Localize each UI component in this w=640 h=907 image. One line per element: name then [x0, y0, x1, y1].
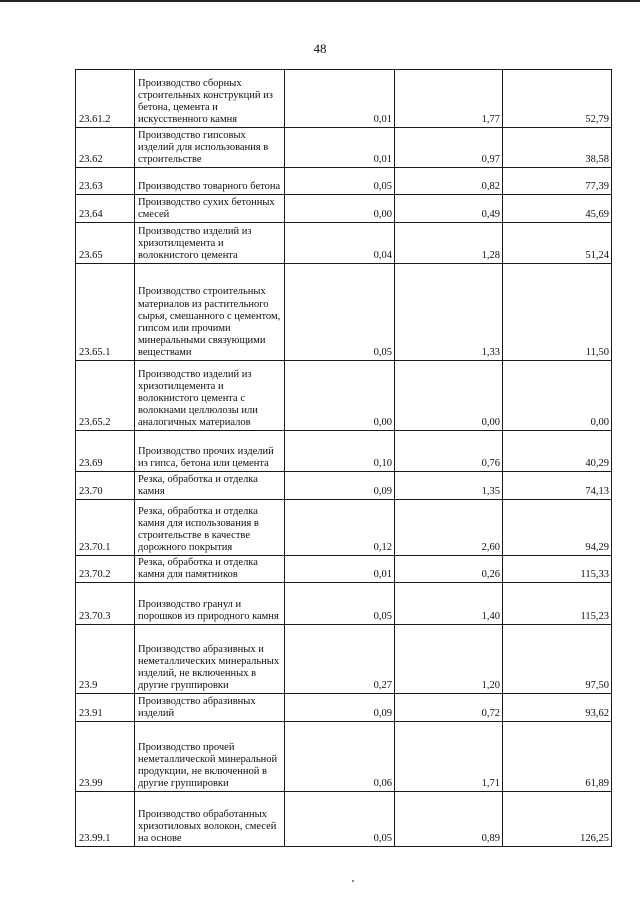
row-code: 23.99.1 [76, 792, 135, 847]
row-value-3: 77,39 [503, 168, 612, 195]
row-value-1: 0,05 [285, 264, 395, 361]
row-value-2: 1,20 [395, 625, 503, 694]
table-row [76, 625, 612, 694]
row-value-2: 1,77 [395, 70, 503, 128]
top-border-line [0, 0, 640, 2]
row-value-2: 0,89 [395, 792, 503, 847]
row-value-2: 0,76 [395, 431, 503, 472]
row-code: 23.99 [76, 722, 135, 792]
scan-speck [352, 880, 354, 882]
table-row [76, 500, 612, 556]
row-code: 23.62 [76, 128, 135, 168]
table-body [76, 70, 612, 847]
row-value-1: 0,09 [285, 472, 395, 500]
row-value-3: 115,33 [503, 556, 612, 583]
row-code: 23.65.2 [76, 361, 135, 431]
row-value-2: 0,00 [395, 361, 503, 431]
row-value-2: 1,35 [395, 472, 503, 500]
table-row [76, 168, 612, 195]
page-number: 48 [313, 41, 327, 56]
row-value-1: 0,01 [285, 556, 395, 583]
row-name: Производство гранул и порошков из природного камня [135, 583, 285, 625]
row-value-2: 1,40 [395, 583, 503, 625]
row-code: 23.69 [76, 431, 135, 472]
row-name: Резка, обработка и отделка камня [135, 472, 285, 500]
row-value-3: 126,25 [503, 792, 612, 847]
row-value-3: 52,79 [503, 70, 612, 128]
table-row [76, 128, 612, 168]
table-row [76, 694, 612, 722]
row-value-3: 0,00 [503, 361, 612, 431]
row-code: 23.9 [76, 625, 135, 694]
table-row [76, 792, 612, 847]
row-name: Производство изделий из хризотилцемента и волокнистого цемента с волокнами целлюлозы или аналогичных материалов [135, 361, 285, 431]
table-row [76, 431, 612, 472]
table-row [76, 264, 612, 361]
row-value-1: 0,01 [285, 70, 395, 128]
row-value-1: 0,05 [285, 792, 395, 847]
table-row [76, 583, 612, 625]
row-value-1: 0,12 [285, 500, 395, 556]
table-row [76, 361, 612, 431]
row-value-2: 2,60 [395, 500, 503, 556]
row-name: Резка, обработка и отделка камня для использования в строительстве в качестве дорожного покрытия [135, 500, 285, 556]
row-name: Производство прочих изделий из гипса, бетона или цемента [135, 431, 285, 472]
table-row [76, 556, 612, 583]
row-value-1: 0,09 [285, 694, 395, 722]
row-value-1: 0,05 [285, 583, 395, 625]
row-value-3: 97,50 [503, 625, 612, 694]
row-value-1: 0,01 [285, 128, 395, 168]
row-code: 23.65 [76, 223, 135, 264]
row-value-3: 61,89 [503, 722, 612, 792]
row-value-2: 0,72 [395, 694, 503, 722]
row-name: Производство строительных материалов из растительного сырья, смешанного с цементом, гипсом или прочими минеральными связующими веществами [135, 264, 285, 361]
row-value-3: 51,24 [503, 223, 612, 264]
row-value-3: 11,50 [503, 264, 612, 361]
row-value-3: 45,69 [503, 195, 612, 223]
row-value-1: 0,27 [285, 625, 395, 694]
row-name: Производство сборных строительных конструкций из бетона, цемента и искусственного камня [135, 70, 285, 128]
row-name: Производство сухих бетонных смесей [135, 195, 285, 223]
row-value-1: 0,00 [285, 361, 395, 431]
row-value-1: 0,06 [285, 722, 395, 792]
statistics-table [75, 69, 612, 847]
row-value-1: 0,04 [285, 223, 395, 264]
table-row [76, 195, 612, 223]
row-value-2: 0,97 [395, 128, 503, 168]
row-value-2: 0,82 [395, 168, 503, 195]
row-value-3: 38,58 [503, 128, 612, 168]
row-value-3: 93,62 [503, 694, 612, 722]
table-row [76, 223, 612, 264]
row-name: Производство гипсовых изделий для использования в строительстве [135, 128, 285, 168]
row-value-2: 1,71 [395, 722, 503, 792]
row-value-2: 1,33 [395, 264, 503, 361]
row-code: 23.70 [76, 472, 135, 500]
row-name: Резка, обработка и отделка камня для памятников [135, 556, 285, 583]
row-value-1: 0,10 [285, 431, 395, 472]
row-name: Производство изделий из хризотилцемента и волокнистого цемента [135, 223, 285, 264]
row-name: Производство обработанных хризотиловых волокон, смесей на основе [135, 792, 285, 847]
row-value-1: 0,00 [285, 195, 395, 223]
row-name: Производство прочей неметаллической минеральной продукции, не включенной в другие группировки [135, 722, 285, 792]
row-name: Производство абразивных и неметаллических минеральных изделий, не включенных в другие группировки [135, 625, 285, 694]
table-row [76, 472, 612, 500]
table-row [76, 70, 612, 128]
row-code: 23.63 [76, 168, 135, 195]
row-code: 23.70.1 [76, 500, 135, 556]
row-value-3: 115,23 [503, 583, 612, 625]
row-code: 23.91 [76, 694, 135, 722]
row-value-3: 40,29 [503, 431, 612, 472]
row-code: 23.70.2 [76, 556, 135, 583]
row-code: 23.64 [76, 195, 135, 223]
row-name: Производство абразивных изделий [135, 694, 285, 722]
row-code: 23.70.3 [76, 583, 135, 625]
table-row [76, 722, 612, 792]
row-value-2: 0,49 [395, 195, 503, 223]
row-value-1: 0,05 [285, 168, 395, 195]
row-code: 23.65.1 [76, 264, 135, 361]
row-value-2: 1,28 [395, 223, 503, 264]
row-code: 23.61.2 [76, 70, 135, 128]
row-value-2: 0,26 [395, 556, 503, 583]
row-name: Производство товарного бетона [135, 168, 285, 195]
row-value-3: 94,29 [503, 500, 612, 556]
row-value-3: 74,13 [503, 472, 612, 500]
